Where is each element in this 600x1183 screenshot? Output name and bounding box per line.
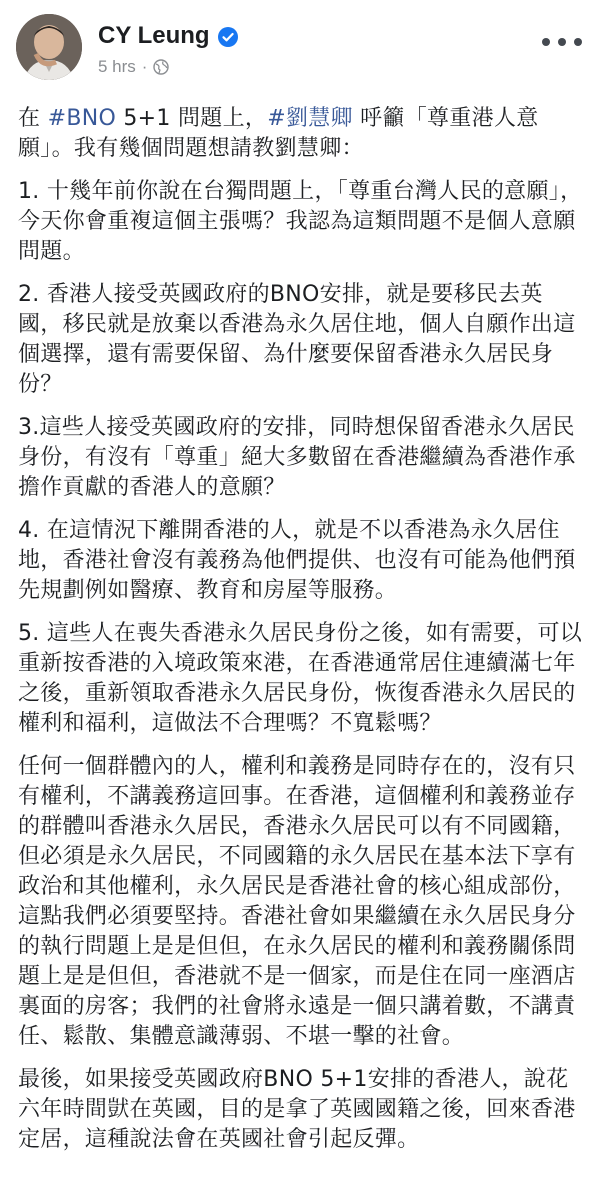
post-intro (18, 104, 584, 164)
intro-rest: 呼籲「尊重港人意願」。我有幾個問題想請教劉慧卿： (18, 106, 539, 161)
verified-badge-icon (218, 26, 238, 46)
author-name[interactable] (98, 22, 238, 50)
more-dot (542, 38, 550, 46)
intro-prefix: 在 (18, 106, 48, 131)
rights-duties-paragraph: 任何一個群體內的人，權利和義務是同時存在的，沒有只有權利，不講義務這回事。在香港，這個權利和義務並存的群體叫香港永久居民，香港永久居民可以有不同國籍，但必須是永久居民，不同國籍的永久居民在基本法下享有政治和其他權利，永久居民是香港社會的核心組成部份，這點我們必須要堅持。香港社會如果繼續在永久居民身分的執行問題上是是但但，在永久居民的權利和義務關係問題上是是但但，香港就不是一個家，而是住在同一座酒店裏面的房客；我們的社會將永遠是一個只講着數，不講責任、鬆散、集體意識薄弱、不堪一擊的社會。 (18, 754, 576, 1049)
globe-icon[interactable] (153, 59, 169, 75)
post-timestamp[interactable]: 5 hrs (98, 57, 136, 76)
intro-mid: 5+1 問題上， (116, 106, 268, 131)
hashtag-bno[interactable]: #BNO (47, 106, 117, 131)
more-dot (574, 38, 582, 46)
meta-separator: · (141, 57, 148, 76)
question-2: 2. 香港人接受英國政府的BNO安排，就是要移民去英國，移民就是放棄以香港為永久居住地，個人自願作出這個選擇，還有需要保留、為什麼要保留香港永久居民身份？ (18, 282, 576, 397)
post-header (0, 0, 600, 96)
more-options-icon[interactable] (542, 30, 582, 54)
question-4: 4. 在這情況下離開香港的人，就是不以香港為永久居住地，香港社會沒有義務為他們提供、也沒有可能為他們預先規劃例如醫療、教育和房屋等服務。 (18, 518, 576, 603)
post-body (18, 104, 584, 1168)
closing-paragraph: 最後，如果接受英國政府BNO 5+1安排的香港人，說花六年時間獃在英國，目的是拿了英國國籍之後，回來香港定居，這種說法會在英國社會引起反彈。 (18, 1067, 576, 1152)
hashtag-emily-lau[interactable]: #劉慧卿 (267, 106, 353, 131)
avatar[interactable] (16, 14, 82, 80)
question-5: 5. 這些人在喪失香港永久居民身份之後，如有需要，可以重新按香港的入境政策來港，在香港通常居住連續滿七年之後，重新領取香港永久居民身份，恢復香港永久居民的權利和福利，這做法不合理嗎？不寬鬆嗎？ (18, 621, 583, 736)
question-1: 1. 十幾年前你說在台獨問題上，「尊重台灣人民的意願」，今天你會重複這個主張嗎？我認為這類問題不是個人意願問題。 (18, 179, 583, 264)
author-name-text[interactable]: CY Leung (98, 22, 210, 49)
post-meta (98, 57, 169, 77)
question-3: 3.這些人接受英國政府的安排，同時想保留香港永久居民身份，有沒有「尊重」絕大多數留在香港繼續為香港作承擔作貢獻的香港人的意願？ (18, 415, 576, 500)
more-dot (558, 38, 566, 46)
